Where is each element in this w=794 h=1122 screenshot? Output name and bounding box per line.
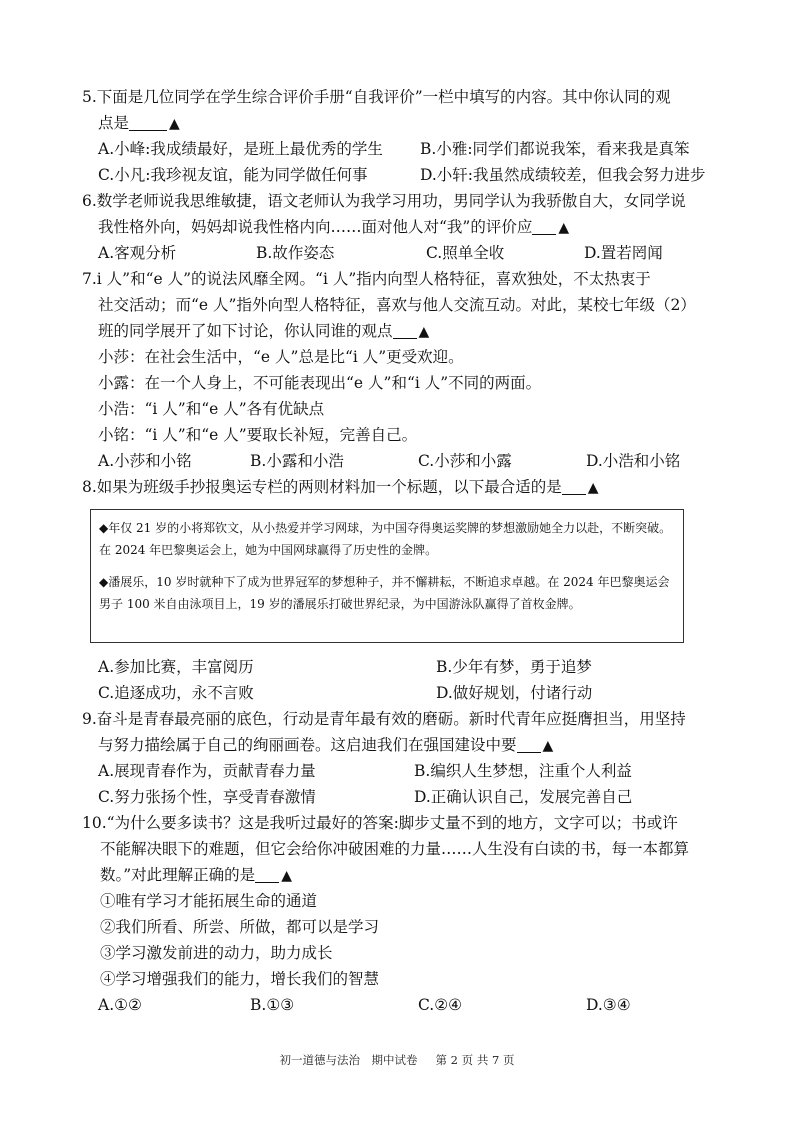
- q5-options-row1: [82, 136, 722, 162]
- q6-stem-text: 我性格外向，妈妈却说我性格内向……面对他人对“我”的评价应: [98, 218, 533, 236]
- q8-answer-blank: [562, 476, 586, 495]
- q6-option-d: D.置若罔闻: [584, 244, 663, 262]
- q7-option-c: C.小莎和小露: [418, 452, 512, 470]
- question-list-continued: [82, 654, 722, 1018]
- triangle-icon: ▲: [281, 868, 292, 884]
- q8-options-row2: [82, 680, 722, 706]
- q8-options-row1: [82, 654, 722, 680]
- q5-stem-line2: [82, 110, 722, 136]
- q10-stem-line2: 不能解决眼下的难题，但它会给你冲破困难的力量……人生没有白读的书，每一本都算: [100, 840, 690, 858]
- q7-option-a: A.小莎和小铭: [98, 452, 192, 470]
- footer-page-number: 第 2 页 共 7 页: [435, 1053, 515, 1067]
- q10-option-b: B.①③: [250, 996, 295, 1014]
- q9-stem-line2: [82, 732, 722, 758]
- q5-stem-line1: 5.下面是几位同学在学生综合评价手册“自我评价”一栏中填写的内容。其中你认同的观: [82, 88, 671, 106]
- q10-stem-line1: 10.“为什么要多读书？这是我听过最好的答案:脚步丈量不到的地方，文字可以；书或许: [82, 814, 678, 832]
- q10-stem-line3: [82, 862, 722, 888]
- q6-stem-line1: 6.数学老师说我思维敏捷，语文老师认为我学习用功，男同学认为我骄傲自大，女同学说: [82, 192, 686, 210]
- q5-option-b: B.小雅:同学们都说我笨，看来我是真笨: [420, 140, 690, 158]
- triangle-icon: ▲: [558, 220, 570, 236]
- q10-statement-4: ④学习增强我们的能力，增长我们的智慧: [100, 970, 380, 988]
- q7-stem-line2: 社交活动；而“e 人”指外向型人格特征，喜欢与他人交流互动。对此，某校七年级（2）: [98, 296, 696, 314]
- q7-stem-text: 班的同学展开了如下讨论，你认同谁的观点: [98, 322, 393, 340]
- q7-stem-line3: [82, 318, 722, 344]
- q8-option-c: C.追逐成功，永不言败: [98, 684, 254, 702]
- q10-stem-text: 数。”对此理解正确的是: [100, 866, 256, 884]
- q7-answer-blank: [393, 320, 417, 339]
- footer-subject: 初一道德与法治 期中试卷: [279, 1053, 418, 1067]
- q7-view-xiaolu: 小露：在一个人身上，不可能表现出“e 人”和“i 人”不同的两面。: [98, 374, 542, 392]
- q6-option-a: A.客观分析: [98, 244, 177, 262]
- q6-option-c: C.照单全收: [426, 244, 505, 262]
- triangle-icon: ▲: [418, 324, 430, 340]
- q7-option-d: D.小浩和小铭: [586, 452, 681, 470]
- q9-option-d: D.正确认识自己，发展完善自己: [414, 788, 633, 806]
- q7-view-xiaohao: 小浩：“i 人”和“e 人”各有优缺点: [98, 400, 325, 418]
- q8-option-b: B.少年有梦，勇于追梦: [436, 658, 592, 676]
- triangle-icon: ▲: [587, 480, 599, 496]
- q8-option-a: A.参加比赛，丰富阅历: [98, 658, 254, 676]
- q8-material-1: ◆年仅 21 岁的小将郑钦文，从小热爱并学习网球，为中国夺得奥运奖牌的梦想激励她全力以赴，不断突破。在 2024 年巴黎奥运会上，她为中国网球赢得了历史性的金牌。: [99, 521, 672, 557]
- q10-option-c: C.②④: [418, 996, 463, 1014]
- q5-option-d: D.小轩:我虽然成绩较差，但我会努力进步: [420, 166, 706, 184]
- q6-options: [82, 240, 722, 266]
- q10-statement-1: ①唯有学习才能拓展生命的通道: [100, 892, 318, 910]
- q10-answer-blank: [255, 864, 279, 883]
- q9-option-c: C.努力张扬个性，享受青春激情: [98, 788, 316, 806]
- q10-statement-2: ②我们所看、所尝、所做，都可以是学习: [100, 918, 380, 936]
- triangle-icon: ▲: [169, 116, 180, 132]
- q5-option-a: A.小峰:我成绩最好，是班上最优秀的学生: [98, 140, 383, 158]
- q7-options: [82, 448, 722, 474]
- q6-stem-line2: [82, 214, 722, 240]
- q10-statement-3: ③学习激发前进的动力，助力成长: [100, 944, 333, 962]
- q7-view-xiaosha: 小莎：在社会生活中，“e 人”总是比“i 人”更受欢迎。: [98, 348, 464, 366]
- q5-options-row2: [82, 162, 722, 188]
- q9-stem-text: 与努力描绘属于自己的绚丽画卷。这启迪我们在强国建设中要: [98, 736, 517, 754]
- triangle-icon: ▲: [542, 738, 554, 754]
- q5-answer-blank: [129, 112, 167, 131]
- q9-options-row1: [82, 758, 722, 784]
- q9-options-row2: [82, 784, 722, 810]
- q9-answer-blank: [517, 734, 541, 753]
- q8-material-2: ◆潘展乐，10 岁时就种下了成为世界冠军的梦想种子，并不懈耕耘，不断追求卓越。在 2024 年巴黎奥运会男子 100 米自由泳项目上，19 岁的潘展乐打破世界纪录，为中国游泳队赢得了首枚金牌。: [99, 575, 670, 611]
- page-footer: [0, 1052, 794, 1068]
- q8-material-box: [90, 509, 684, 643]
- q6-option-b: B.故作姿态: [256, 244, 335, 262]
- q7-option-b: B.小露和小浩: [250, 452, 344, 470]
- question-list: [82, 84, 722, 500]
- q6-answer-blank: [532, 216, 556, 235]
- q7-stem-line1: 7.i 人”和“e 人”的说法风靡全网。“i 人”指内向型人格特征，喜欢独处，不太热衷于: [82, 270, 651, 288]
- q10-option-a: A.①②: [98, 996, 142, 1014]
- q9-stem-line1: 9.奋斗是青春最亮丽的底色，行动是青年最有效的磨砺。新时代青年应挺膺担当，用坚持: [82, 710, 686, 728]
- q5-stem-text: 点是: [98, 114, 130, 132]
- q5-option-c: C.小凡:我珍视友谊，能为同学做任何事: [98, 166, 368, 184]
- q9-option-a: A.展现青春作为，贡献青春力量: [98, 762, 316, 780]
- q8-stem-text: 8.如果为班级手抄报奥运专栏的两则材料加一个标题，以下最合适的是: [82, 478, 562, 496]
- q10-options: [82, 992, 722, 1018]
- q10-option-d: D.③④: [586, 996, 631, 1014]
- q9-option-b: B.编织人生梦想，注重个人利益: [414, 762, 632, 780]
- q8-stem-line: [82, 474, 722, 500]
- q7-view-xiaoming: 小铭：“i 人”和“e 人”要取长补短，完善自己。: [98, 426, 418, 444]
- q8-option-d: D.做好规划，付诸行动: [436, 684, 593, 702]
